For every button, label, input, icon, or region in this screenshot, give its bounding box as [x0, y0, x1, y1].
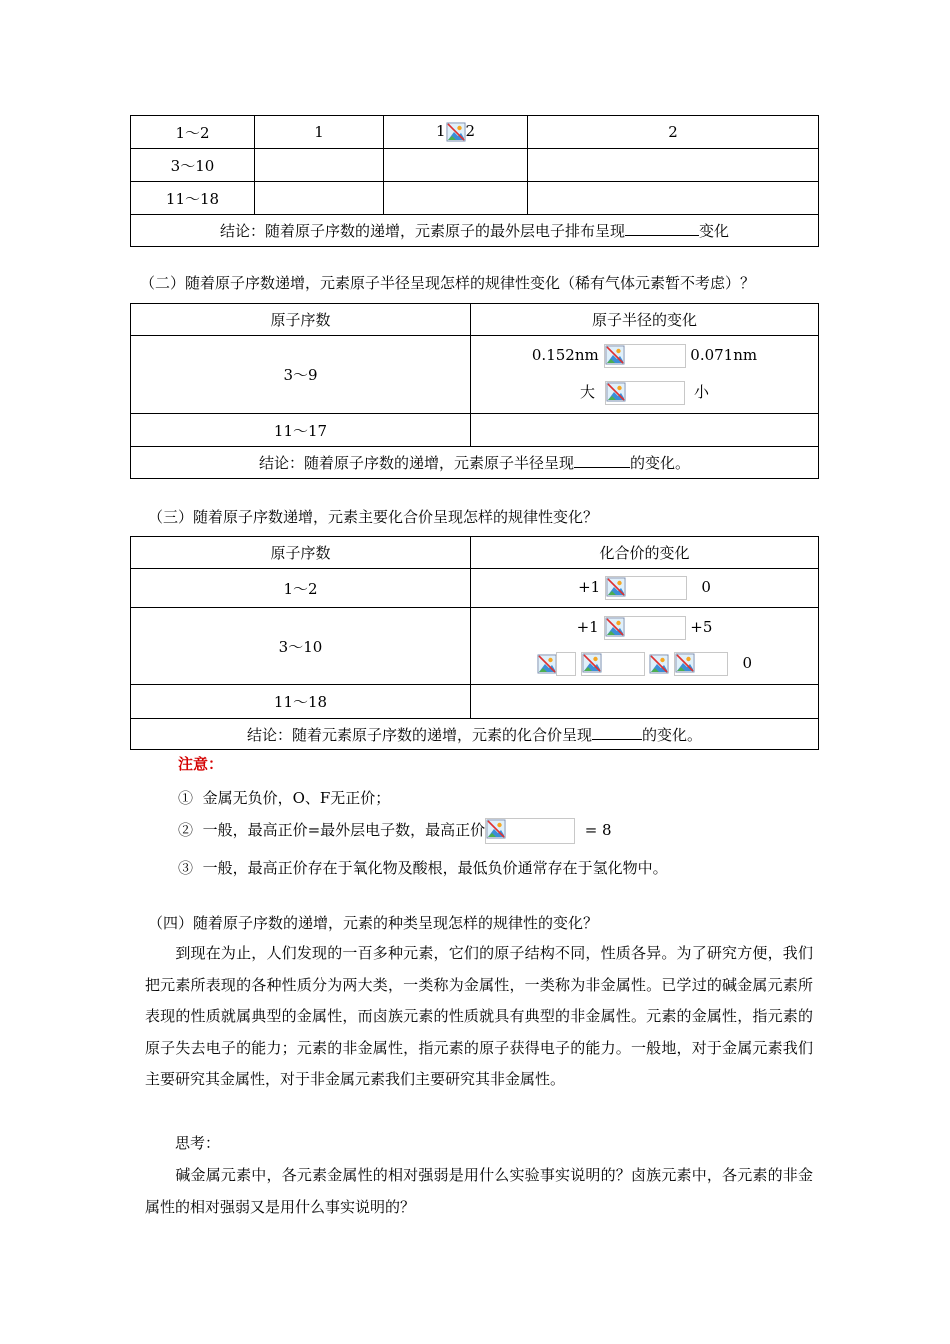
broken-image-icon: [582, 653, 602, 673]
range-cell: 11～18: [131, 182, 255, 215]
value-cell: [528, 149, 819, 182]
broken-image-icon: [675, 653, 695, 673]
image-box: [556, 652, 576, 676]
broken-image-icon: [537, 654, 557, 674]
range-cell: 3～10: [131, 608, 471, 685]
image-box: [581, 652, 645, 676]
atomic-radius-table: [130, 303, 819, 479]
value-cell: [384, 149, 528, 182]
image-box: [605, 576, 687, 600]
body-paragraph: 到现在为止，人们发现的一百多种元素，它们的原子结构不同，性质各异。为了研究方便，我们把元素所表现的各种性质分为两大类，一类称为金属性，一类称为非金属性。已学过的碱金属元素所表现的性质就属典型的金属性，而卤族元素的性质就具有典型的非金属性。元素的金属性，指元素的原子失去电子的能力；元素的非金属性，指元素的原子获得电子的能力。一般地，对于金属元素我们主要研究其金属性，对于非金属元素我们主要研究其非金属性。: [145, 944, 813, 1089]
broken-image-icon: [606, 577, 626, 597]
section-heading: （四）随着原子序数的递增，元素的种类呈现怎样的规律性的变化？: [148, 914, 599, 932]
value-cell: [255, 182, 384, 215]
broken-image-icon: [446, 122, 466, 142]
value-cell: [255, 149, 384, 182]
radius-change-cell: 0.152nm 0.071nm 大 小: [471, 336, 819, 414]
conclusion-cell: 结论：随着原子序数的递增，元素原子的最外层电子排布呈现 变化: [131, 215, 819, 247]
range-cell: 3～9: [131, 336, 471, 414]
image-box: [485, 818, 575, 844]
column-header: 化合价的变化: [471, 537, 819, 569]
section-heading: （三）随着原子序数递增，元素主要化合价呈现怎样的规律性变化？: [148, 508, 599, 526]
fill-blank: [574, 453, 630, 468]
fill-blank: [625, 221, 699, 236]
conclusion-cell: 结论：随着原子序数的递增，元素原子半径呈现 的变化。: [131, 447, 819, 479]
range-cell: 11～17: [131, 414, 471, 447]
valence-change-cell: [471, 685, 819, 719]
question-paragraph: 碱金属元素中，各元素金属性的相对强弱是用什么实验事实说明的？卤族元素中，各元素的非金属性的相对强弱又是用什么事实说明的？: [145, 1166, 813, 1216]
range-cell: 1～2: [131, 569, 471, 608]
note-item: ③ 一般，最高正价存在于氧化物及酸根，最低负价通常存在于氢化物中。: [178, 859, 668, 877]
column-header: 原子序数: [131, 304, 471, 336]
broken-image-icon: [605, 617, 625, 637]
broken-image-icon: [649, 654, 669, 674]
valence-change-cell: +1 0: [471, 569, 819, 608]
image-box: [674, 652, 728, 676]
image-box: [604, 344, 686, 368]
conclusion-cell: 结论：随着元素原子序数的递增，元素的化合价呈现 的变化。: [131, 719, 819, 750]
note-title: 注意：: [178, 755, 224, 773]
value-cell: 1 2: [384, 116, 528, 149]
range-cell: 11～18: [131, 685, 471, 719]
broken-image-icon: [605, 345, 625, 365]
electron-arrangement-table: [130, 115, 819, 247]
value-cell: [528, 182, 819, 215]
value-cell: 1: [255, 116, 384, 149]
image-box: [605, 381, 685, 405]
broken-image-icon: [486, 819, 506, 839]
column-header: 原子序数: [131, 537, 471, 569]
note-item: ② 一般，最高正价=最外层电子数，最高正价 = 8: [178, 818, 612, 844]
think-label: 思考：: [145, 1134, 221, 1152]
radius-change-cell: [471, 414, 819, 447]
section-heading: （二）随着原子序数递增，元素原子半径呈现怎样的规律性变化（稀有气体元素暂不考虑）？: [140, 274, 756, 292]
image-box: [604, 616, 686, 640]
valence-table: [130, 536, 819, 750]
range-cell: 3～10: [131, 149, 255, 182]
value-cell: [384, 182, 528, 215]
value-cell: 2: [528, 116, 819, 149]
valence-change-cell: +1 +5 0: [471, 608, 819, 685]
column-header: 原子半径的变化: [471, 304, 819, 336]
broken-image-icon: [606, 382, 626, 402]
note-item: ① 金属无负价，O、F无正价；: [178, 789, 391, 807]
fill-blank: [592, 725, 642, 740]
range-cell: 1～2: [131, 116, 255, 149]
